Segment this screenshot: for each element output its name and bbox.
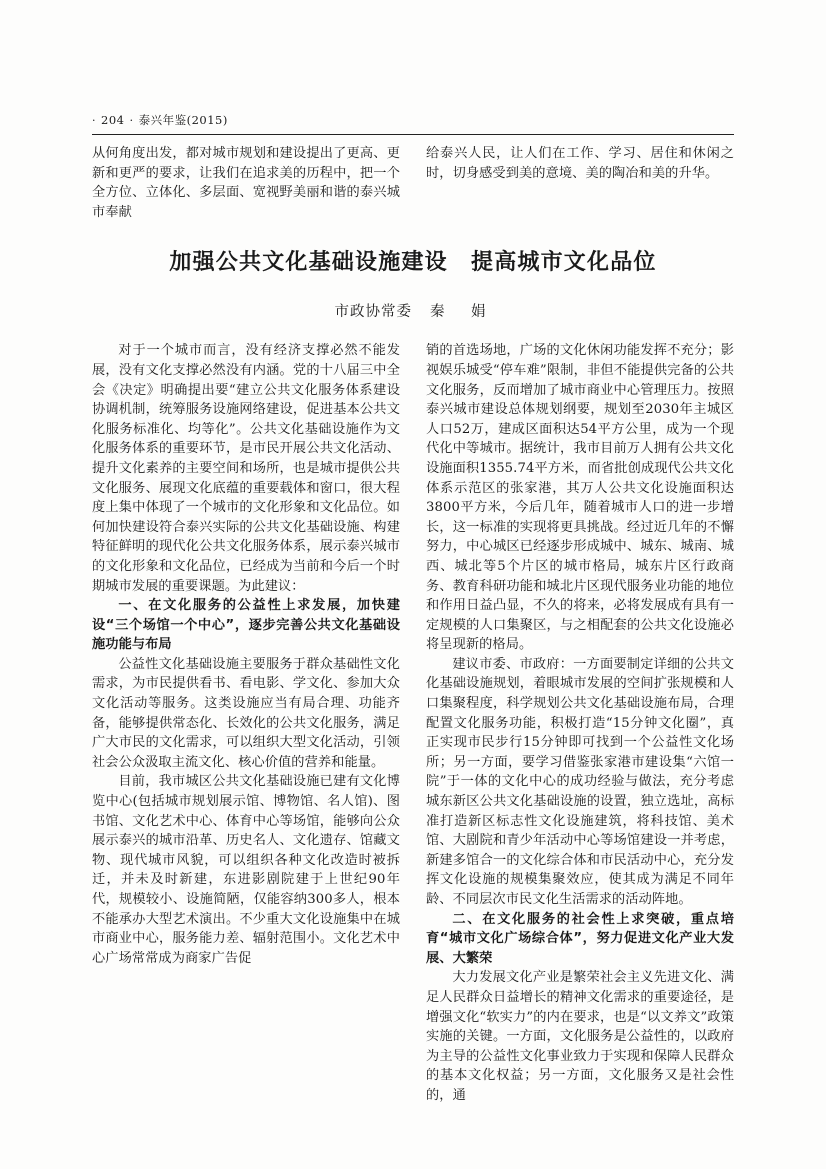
paragraph: 销的首选场地，广场的文化休闲功能发挥不充分；影视娱乐城受“停车难”限制，非但不能提供完备的公共文化服务，反而增加了城市商业中心管理压力。按照泰兴城市建设总体规划纲要，规划至2030年主城区人口52万，建成区面积达54平方公里，成为一个现代化中等城市。据统计，我市目前万人拥有公共文化设施面积1355.74平方米，而省批创成现代公共文化体系示范区的张家港，其万人公共文化设施面积达3800平方米，今后几年，随着城市人口的进一步增长，这一标准的实现将更具挑战。经过近几年的不懈努力，中心城区已经逐步形成城中、城东、城南、城西、城北等5个片区的城市格局，城东片区行政商务、教育科研功能和城北片区现代服务业功能的地位和作用日益凸显，不久的将来，必将发展成有具有一定规模的人口集聚区，与之相配套的公共文化设施必将呈现新的格局。 <box>426 343 734 653</box>
body-right-column <box>426 341 734 1105</box>
byline-role: 市政协常委 <box>334 304 412 321</box>
paragraph: 公益性文化基础设施主要服务于群众基础性文化需求，为市民提供看书、看电影、学文化、参加大众文化活动等服务。这类设施应当有局合理、功能齐备，能够提供常态化、长效化的公共文化服务，满足广大市民的文化需求，可以组织大型文化活动，引领社会公众汲取主流文化、核心价值的营养和能量。 <box>92 656 400 770</box>
paragraph: 目前，我市城区公共文化基础设施已建有文化博览中心(包括城市规划展示馆、博物馆、名人馆)、图书馆、文化艺术中心、体育中心等场馆，能够向公众展示泰兴的城市沿革、历史名人、文化遗存、馆藏文物、现代城市风貌，可以组织各种文化改造时被拆迁，并未及时新建，东进影剧院建于上世纪90年代，规模较小、设施简陋，仅能容纳300多人，根本不能承办大型艺术演出。不少重大文化设施集中在城市商业中心，服务能力差、辐射范围小。文化艺术中心广场常常成为商家广告促 <box>92 774 400 966</box>
article-title: 加强公共文化基础设施建设 提高城市文化品位 <box>169 250 657 276</box>
byline-name: 秦 娟 <box>430 304 492 321</box>
article-byline <box>92 300 734 321</box>
header-rule <box>92 134 734 135</box>
top-section <box>92 144 734 222</box>
section-heading: 一、在文化服务的公益性上求发展，加快建设“三个场馆一个中心”，逐步完善公共文化基础设施功能与布局 <box>92 598 400 653</box>
book-title: 泰兴年鉴(2015) <box>138 113 228 127</box>
body-left-column <box>92 341 400 1105</box>
top-section-left-column <box>92 144 400 222</box>
runhead-separator: · <box>129 113 134 127</box>
article-body <box>92 341 734 1105</box>
page-content <box>92 112 734 1106</box>
top-section-right-column <box>426 144 734 222</box>
paragraph: 给泰兴人民，让人们在工作、学习、居住和休闲之时，切身感受到美的意境、美的陶冶和美的升华。 <box>426 146 734 181</box>
runhead-bullet: · <box>92 114 96 127</box>
page-number: 204 <box>101 113 125 127</box>
running-head <box>92 112 734 132</box>
paragraph: 对于一个城市而言，没有经济支撑必然不能发展，没有文化支撑必然没有内涵。党的十八届三中全会《决定》明确提出要“建立公共文化服务体系建设协调机制，统筹服务设施网络建设，促进基本公共文化服务标准化、均等化”。公共文化基础设施作为文化服务体系的重要环节，是市民开展公共文化活动、提升文化素养的主要空间和场所，也是城市提供公共文化服务、展现文化底蕴的重要载体和窗口，很大程度上集中体现了一个城市的文化形象和文化品位。如何加快建设符合泰兴实际的公共文化基础设施、构建特征鲜明的现代化公共文化服务体系，展示泰兴城市的文化形象和文化品位，已经成为当前和今后一个时期城市发展的重要课题。为此建议： <box>92 343 400 594</box>
paragraph: 从何角度出发，都对城市规划和建设提出了更高、更新和更严的要求，让我们在追求美的历程中，把一个全方位、立体化、多层面、宽视野美丽和谐的泰兴城市奉献 <box>92 146 400 220</box>
paragraph: 大力发展文化产业是繁荣社会主义先进文化、满足人民群众日益增长的精神文化需求的重要途径，是增强文化“软实力”的内在要求，也是“以文养文”政策实施的关键。一方面，文化服务是公益性的，以政府为主导的公益性文化事业致力于实现和保障人民群众的基本文化权益；另一方面，文化服务又是社会性的，通 <box>426 970 734 1103</box>
section-heading: 二、在文化服务的社会性上求突破，重点培育“城市文化广场综合体”，努力促进文化产业大发展、大繁荣 <box>426 911 734 966</box>
paragraph: 建议市委、市政府：一方面要制定详细的公共文化基础设施规划，着眼城市发展的空间扩张规模和人口集聚程度，科学规划公共文化基础设施布局，合理配置文化服务功能，积极打造“15分钟文化圈”，真正实现市民步行15分钟即可找到一个公益性文化场所；另一方面，要学习借鉴张家港市建设集“六馆一院”于一体的文化中心的成功经验与做法，充分考虑城东新区公共文化基础设施的设置，独立选址，高标准打造新区标志性文化设施建筑，将科技馆、美术馆、大剧院和青少年活动中心等场馆建设一并考虑，新建多馆合一的文化综合体和市民活动中心，充分发挥文化设施的规模集聚效应，使其成为满足不同年龄、不同层次市民文化生活需求的活动阵地。 <box>426 656 734 907</box>
